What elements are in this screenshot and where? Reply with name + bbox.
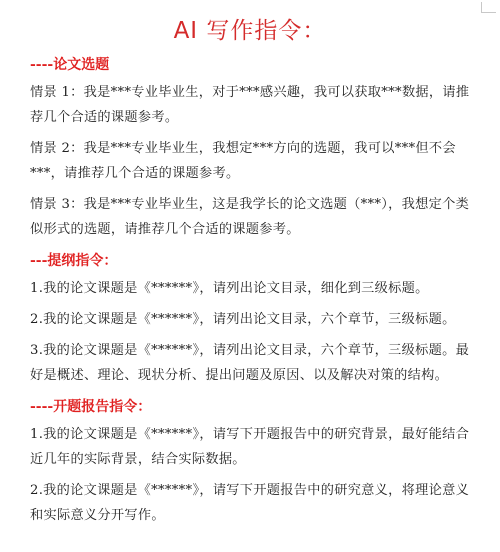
section-heading: ----论文选题 [30, 57, 110, 73]
paragraph: 2.我的论文课题是《******》，请列出论文目录，六个章节，三级标题。 [30, 312, 456, 327]
document-title: AI 写作指令： [173, 18, 327, 44]
document-body [30, 56, 478, 528]
paragraph: 1.我的论文课题是《******》，请写下开题报告中的研究背景，最好能结合近几年的实际背景，结合实际数据。 [30, 427, 470, 467]
section-heading: ---提纲指令： [30, 253, 118, 269]
section-outline [30, 252, 478, 388]
section-proposal [30, 398, 478, 528]
paragraph: 2.我的论文课题是《******》，请写下开题报告中的研究意义，将理论意义和实际意义分开写作。 [30, 483, 470, 523]
section-heading: ----开题报告指令： [30, 399, 152, 415]
paragraph: 情景 1：我是***专业毕业生，对于***感兴趣，我可以获取***数据，请推荐几个合适的课题参考。 [30, 85, 470, 125]
paragraph: 3.我的论文课题是《******》，请列出论文目录，六个章节，三级标题。最好是概述、理论、现状分析、提出问题及原因、以及解决对策的结构。 [30, 343, 470, 383]
paragraph: 情景 3：我是***专业毕业生，这是我学长的论文选题（***），我想定个类似形式的选题，请推荐几个合适的课题参考。 [30, 197, 470, 237]
section-topic-selection [30, 56, 478, 242]
paragraph: 情景 2：我是***专业毕业生，我想定***方向的选题，我可以***但不会***，请推荐几个合适的课题参考。 [30, 141, 456, 181]
paragraph: 1.我的论文课题是《******》，请列出论文目录，细化到三级标题。 [30, 281, 429, 296]
